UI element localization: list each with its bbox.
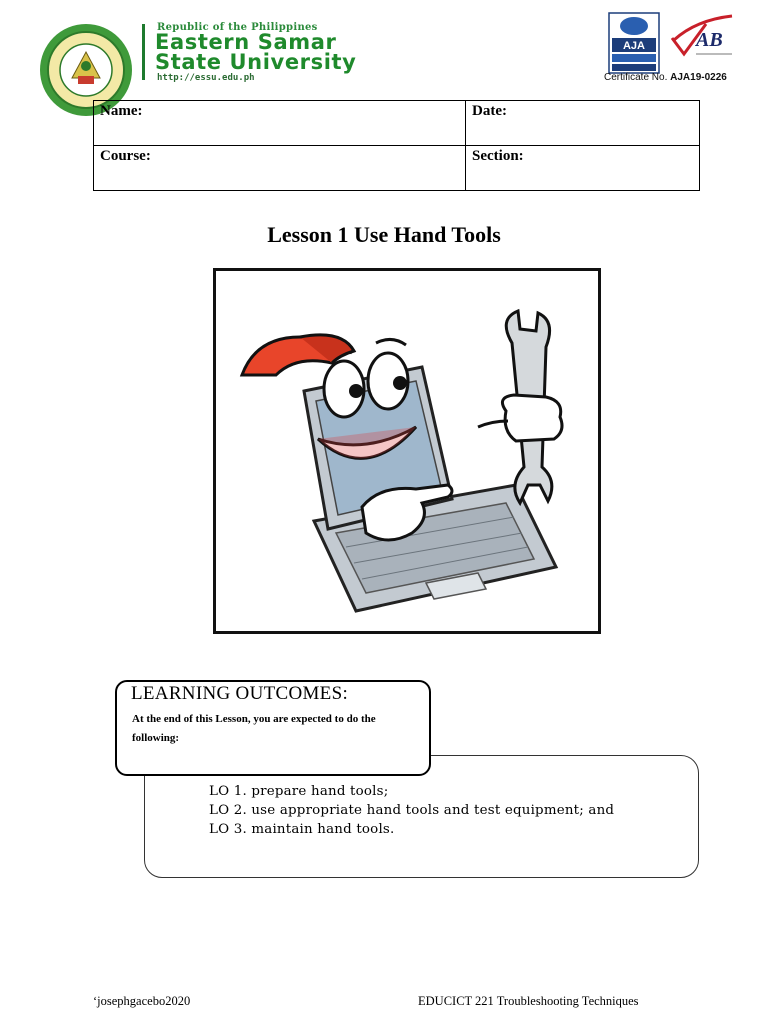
section-label: Section: bbox=[472, 148, 524, 164]
university-url: http://essu.edu.ph bbox=[157, 73, 255, 83]
learning-outcome-item: LO 2. use appropriate hand tools and test equipment; and bbox=[209, 803, 615, 818]
svg-text:AJA: AJA bbox=[622, 40, 646, 52]
date-cell[interactable] bbox=[466, 101, 700, 146]
certificate-number bbox=[604, 72, 727, 83]
lesson-title: Lesson 1 Use Hand Tools bbox=[267, 222, 501, 247]
republic-text: Republic of the Philippines bbox=[157, 22, 318, 33]
university-name-line2: State University bbox=[155, 50, 357, 74]
name-cell[interactable] bbox=[94, 101, 466, 146]
section-cell[interactable] bbox=[466, 146, 700, 191]
date-label: Date: bbox=[472, 103, 507, 119]
learning-outcomes-intro: At the end of this Lesson, you are expected to do the following: bbox=[132, 713, 376, 744]
aja-certification-logo bbox=[608, 12, 660, 74]
course-cell[interactable] bbox=[94, 146, 466, 191]
learning-outcome-item: LO 1. prepare hand tools; bbox=[209, 784, 389, 799]
header-divider bbox=[142, 24, 145, 80]
laptop-mascot-illustration bbox=[216, 271, 598, 631]
learning-outcomes-heading: LEARNING OUTCOMES: bbox=[131, 683, 349, 704]
student-info-table bbox=[93, 100, 700, 191]
name-label: Name: bbox=[100, 103, 143, 119]
certificate-value: AJA19-0226 bbox=[670, 72, 727, 83]
certificate-label: Certificate No. bbox=[604, 72, 668, 83]
jab-accreditation-logo bbox=[666, 10, 736, 64]
footer-course: EDUCICT 221 Troubleshooting Techniques bbox=[418, 994, 639, 1008]
course-label: Course: bbox=[100, 148, 151, 164]
svg-text:AB: AB bbox=[696, 29, 723, 51]
university-name-line1: Eastern Samar bbox=[155, 30, 337, 54]
footer-author: ‘josephgacebo2020 bbox=[93, 994, 191, 1008]
learning-outcome-item: LO 3. maintain hand tools. bbox=[209, 822, 395, 837]
lesson-illustration bbox=[213, 268, 601, 634]
